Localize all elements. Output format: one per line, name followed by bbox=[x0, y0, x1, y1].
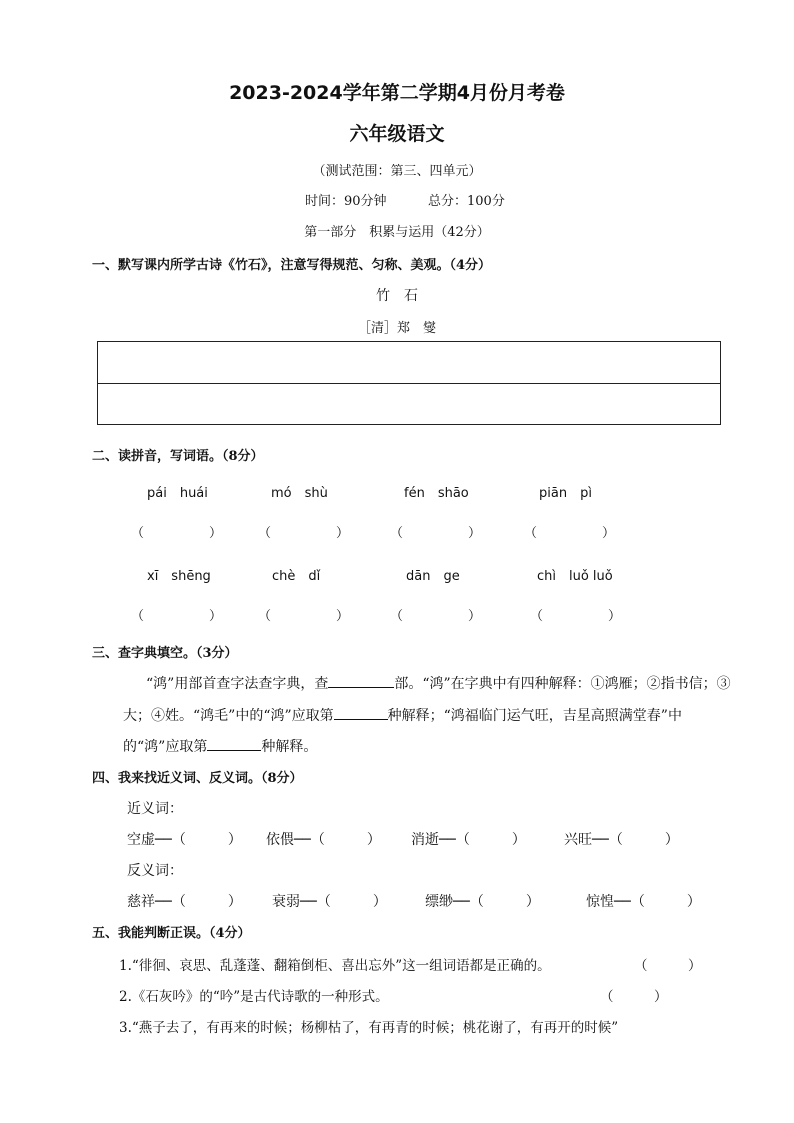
exam-total-score: 总分：100分 bbox=[428, 194, 505, 209]
q3-text: 种解释；“鸿福临门运气旺，吉星高照满堂春”中 bbox=[387, 708, 682, 724]
answer-blank[interactable]: （ ） bbox=[524, 526, 616, 541]
answer-blank[interactable]: （ ） bbox=[530, 609, 622, 624]
antonym-item: 惊惶──（ ） bbox=[586, 894, 701, 910]
poem-title: 竹 石 bbox=[376, 288, 418, 304]
q3-text: 种解释。 bbox=[261, 739, 318, 755]
poem-writing-box[interactable] bbox=[97, 341, 721, 425]
answer-blank[interactable]: （ ） bbox=[258, 609, 350, 624]
answer-blank[interactable]: （ ） bbox=[258, 526, 350, 541]
exam-subtitle: 六年级语文 bbox=[349, 123, 445, 145]
question-5-heading: 五、我能判断正误。（4分） bbox=[92, 926, 251, 941]
question-4-heading: 四、我来找近义词、反义词。（8分） bbox=[92, 771, 303, 786]
pinyin-item: fén shāo bbox=[404, 486, 469, 501]
q3-line-1 bbox=[146, 673, 731, 693]
antonym-item: 缥缈──（ ） bbox=[425, 894, 540, 910]
question-3-heading: 三、查字典填空。（3分） bbox=[92, 646, 238, 661]
pinyin-item: mó shù bbox=[271, 486, 328, 501]
antonym-item: 慈祥──（ ） bbox=[127, 894, 242, 910]
judgment-item-2: 2.《石灰吟》的“吟”是古代诗歌的一种形式。 bbox=[119, 989, 389, 1005]
q3-text: 部。“鸿”在字典中有四种解释：①鸿雁；②指书信；③ bbox=[394, 676, 731, 692]
synonym-item: 依偎──（ ） bbox=[266, 832, 381, 848]
poem-author: ［清］郑 燮 bbox=[357, 321, 436, 336]
judgment-item-3: 3.“燕子去了，有再来的时候；杨柳枯了，有再青的时候；桃花谢了，有再开的时候” bbox=[119, 1020, 619, 1036]
answer-blank[interactable]: （ ） bbox=[390, 526, 482, 541]
pinyin-item: chì luǒ luǒ bbox=[537, 569, 613, 584]
question-2-heading: 二、读拼音，写词语。（8分） bbox=[92, 449, 264, 464]
synonym-item: 兴旺──（ ） bbox=[564, 832, 679, 848]
pinyin-item: xī shēng bbox=[147, 569, 211, 584]
q3-text: 的“鸿”应取第 bbox=[123, 739, 208, 755]
question-1-heading: 一、默写课内所学古诗《竹石》，注意写得规范、匀称、美观。（4分） bbox=[92, 258, 492, 273]
q3-text: “鸿”用部首查字法查字典，查 bbox=[146, 676, 329, 692]
judgment-answer-blank[interactable]: （ ） bbox=[634, 958, 702, 974]
judgment-answer-blank[interactable]: （ ） bbox=[600, 989, 668, 1005]
antonym-label: 反义词： bbox=[127, 863, 183, 879]
judgment-item-1: 1.“徘徊、哀思、乱蓬蓬、翻箱倒柜、喜出忘外”这一组词语都是正确的。 bbox=[119, 958, 551, 974]
synonym-item: 消逝──（ ） bbox=[411, 832, 526, 848]
q3-text: 大；④姓。“鸿毛”中的“鸿”应取第 bbox=[123, 708, 334, 724]
synonym-item: 空虚──（ ） bbox=[127, 832, 242, 848]
answer-blank[interactable]: （ ） bbox=[131, 609, 223, 624]
exam-title: 2023-2024学年第二学期4月份月考卷 bbox=[229, 82, 565, 104]
answer-blank[interactable]: （ ） bbox=[390, 609, 482, 624]
antonym-item: 衰弱──（ ） bbox=[272, 894, 387, 910]
answer-blank[interactable]: （ ） bbox=[131, 526, 223, 541]
writing-box-divider bbox=[98, 383, 720, 384]
pinyin-item: dān ge bbox=[406, 569, 460, 584]
exam-time: 时间：90分钟 bbox=[305, 194, 387, 209]
pinyin-item: pái huái bbox=[147, 486, 208, 501]
fill-blank[interactable] bbox=[207, 736, 261, 751]
test-scope: （测试范围：第三、四单元） bbox=[312, 164, 482, 179]
fill-blank[interactable] bbox=[334, 705, 388, 720]
pinyin-item: piān pì bbox=[539, 486, 592, 501]
synonym-label: 近义词： bbox=[127, 801, 183, 817]
fill-blank[interactable] bbox=[328, 673, 394, 688]
q3-line-3 bbox=[123, 736, 317, 756]
pinyin-item: chè dǐ bbox=[272, 569, 321, 584]
q3-line-2 bbox=[123, 705, 682, 725]
part-one-heading: 第一部分 积累与运用（42分） bbox=[304, 225, 490, 240]
